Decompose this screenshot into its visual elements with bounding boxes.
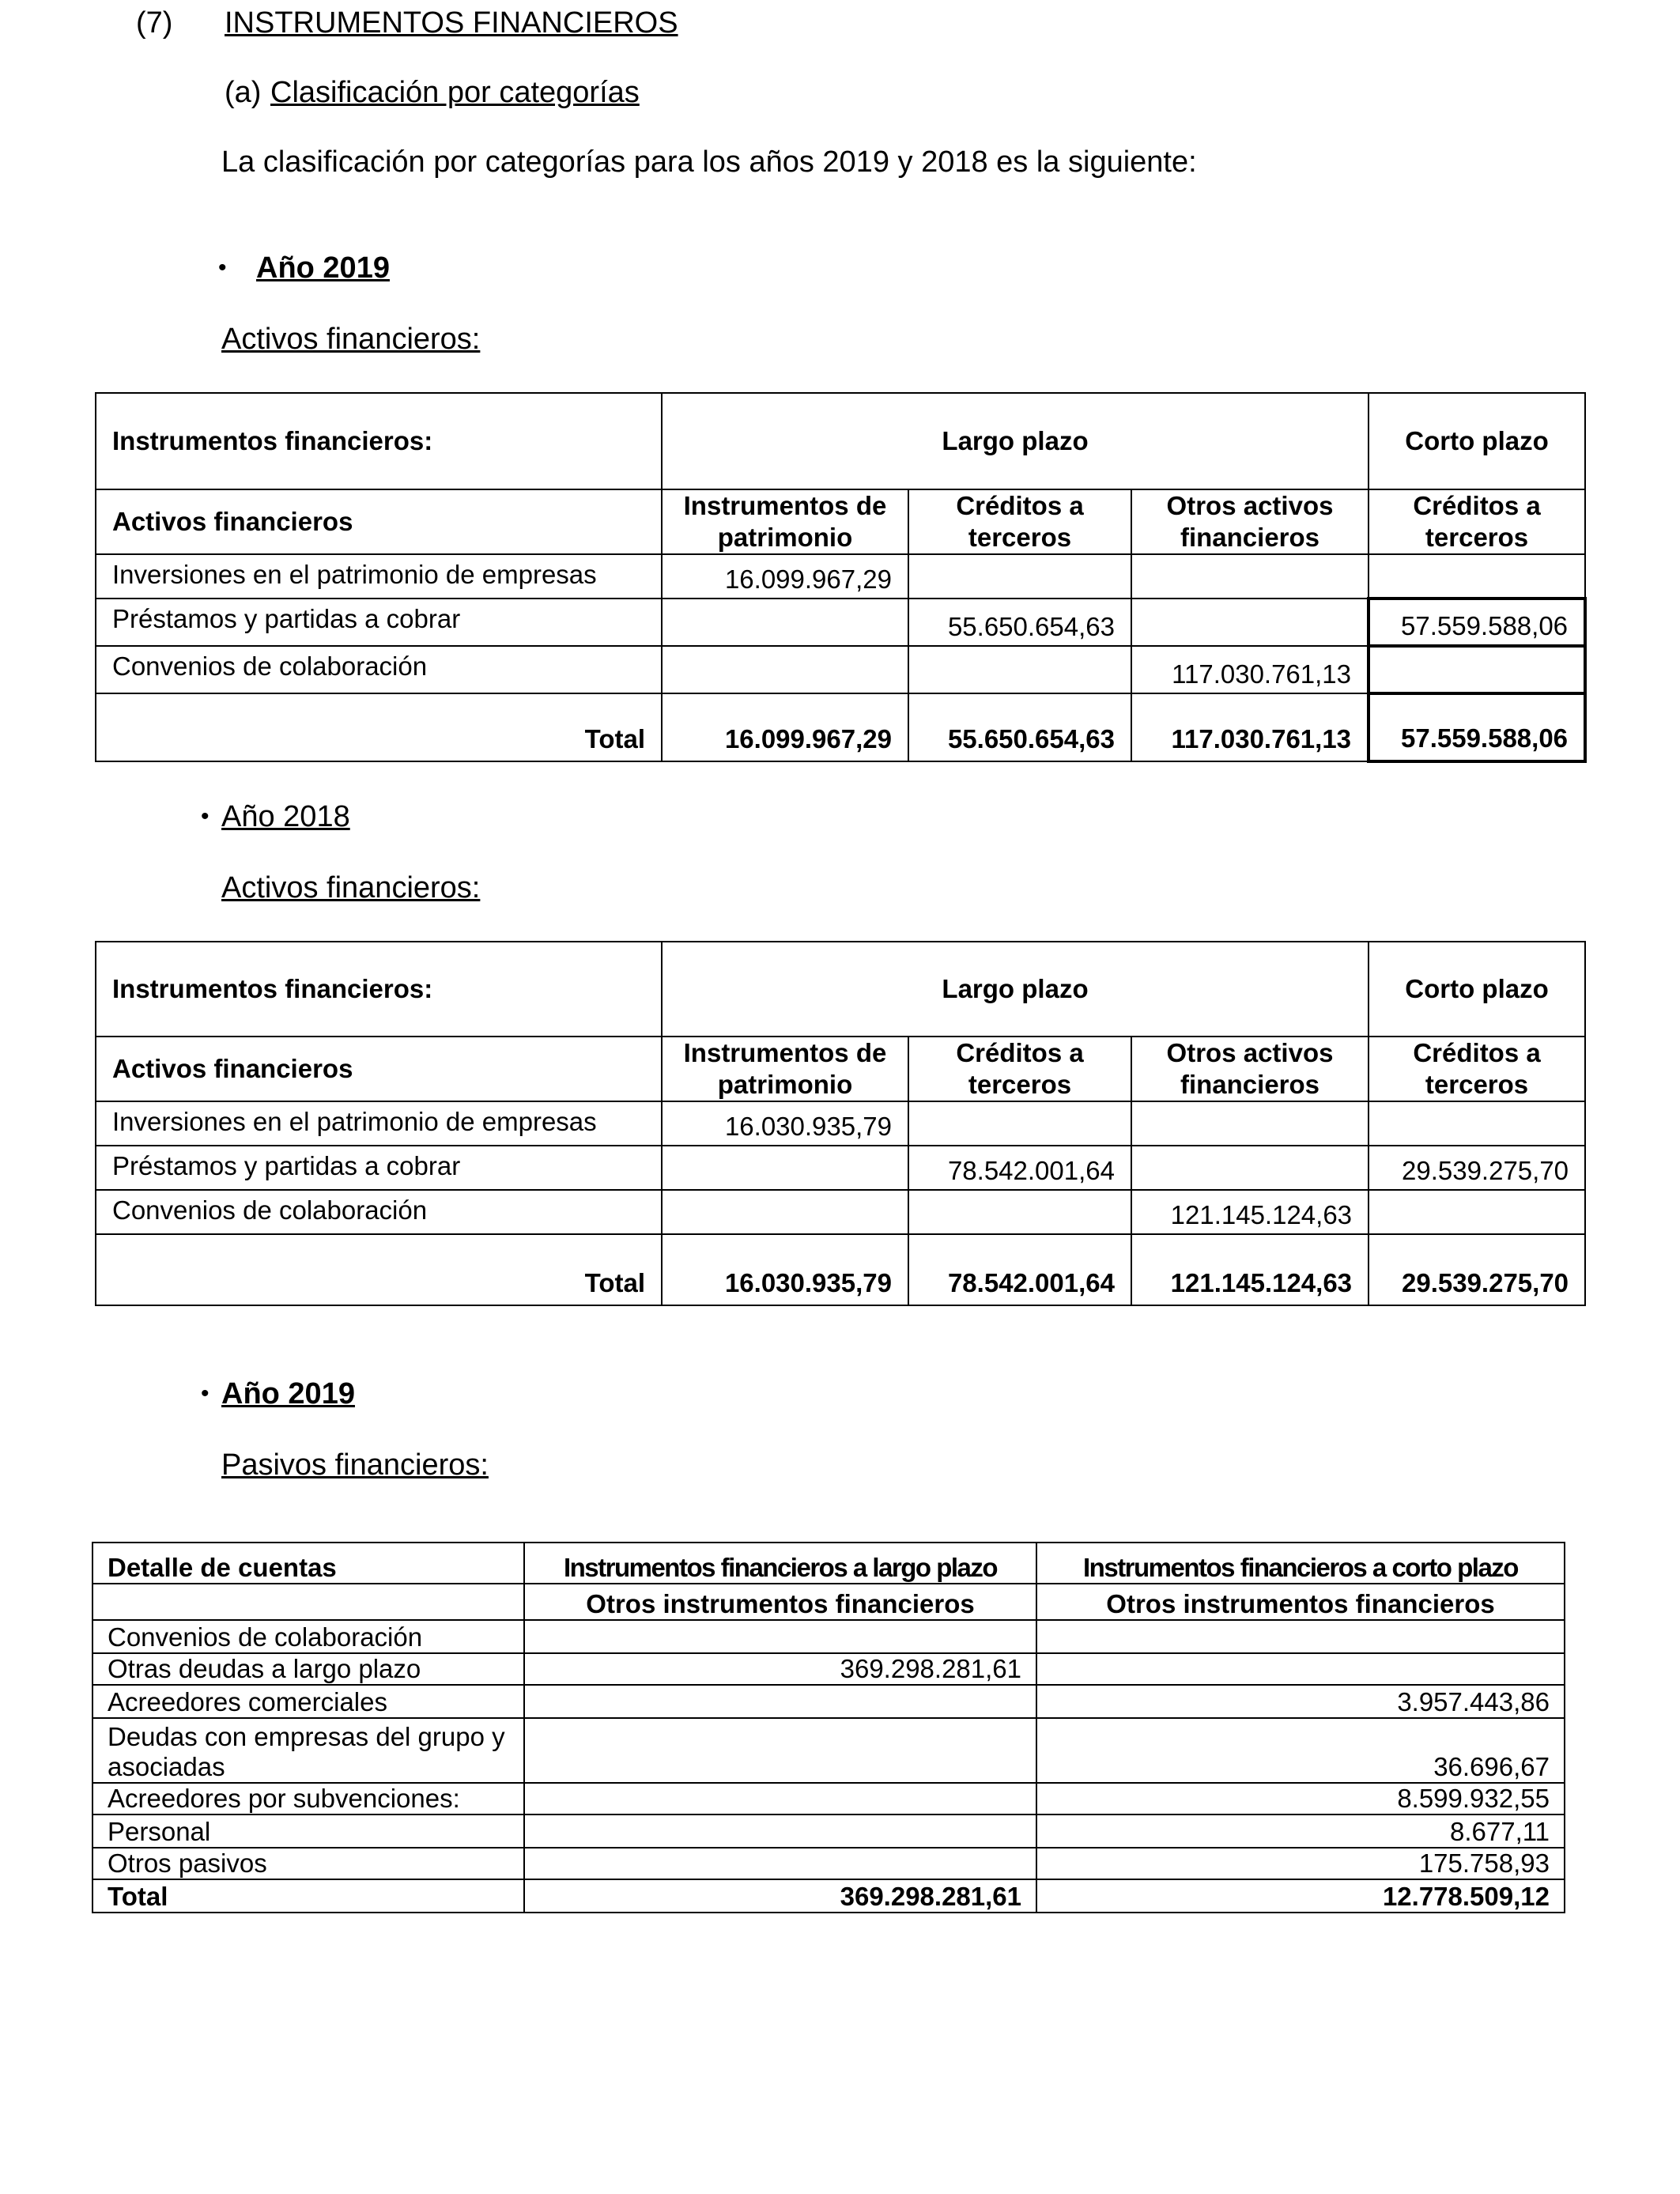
cell-value	[1369, 1101, 1585, 1146]
col-creditos-terceros: Créditos a terceros	[908, 489, 1131, 554]
total-row	[96, 1234, 1585, 1305]
sub-label-assets-2019: Activos financieros:	[221, 323, 481, 356]
cell-value: 29.539.275,70	[1369, 1146, 1585, 1190]
subheader-otros-largo: Otros instrumentos financieros	[524, 1584, 1036, 1620]
row-label: Inversiones en el patrimonio de empresas	[96, 1101, 662, 1146]
assets-2018-table	[95, 941, 1586, 1306]
table-row	[92, 1814, 1565, 1848]
row-label-header: Activos financieros	[96, 489, 662, 554]
total-value: 117.030.761,13	[1131, 693, 1369, 761]
header-corto-plazo: Instrumentos financieros a corto plazo	[1036, 1543, 1565, 1584]
sub-label-liabilities-2019: Pasivos financieros:	[221, 1448, 489, 1482]
bullet-icon: •	[201, 803, 210, 829]
table-row	[96, 646, 1585, 693]
assets-2019-table	[95, 392, 1587, 763]
total-value: 78.542.001,64	[908, 1234, 1131, 1305]
total-value: 369.298.281,61	[524, 1879, 1036, 1913]
table-row	[96, 1101, 1585, 1146]
header-corto-plazo: Corto plazo	[1369, 393, 1585, 489]
total-value: 16.099.967,29	[662, 693, 908, 761]
liabilities-2019-table	[92, 1542, 1565, 1913]
cell-value	[1036, 1620, 1565, 1653]
subheader-otros-corto: Otros instrumentos financieros	[1036, 1584, 1565, 1620]
total-label: Total	[96, 693, 662, 761]
cell-value	[908, 1101, 1131, 1146]
total-label: Total	[92, 1879, 524, 1913]
table-row	[92, 1783, 1565, 1814]
total-value: 12.778.509,12	[1036, 1879, 1565, 1913]
row-label: Convenios de colaboración	[92, 1620, 524, 1653]
cell-value	[1369, 554, 1585, 599]
table-row	[92, 1685, 1565, 1718]
col-otros-activos: Otros activos financieros	[1131, 1037, 1369, 1101]
header-detalle-cuentas: Detalle de cuentas	[92, 1543, 524, 1584]
bullet-icon: •	[218, 255, 227, 281]
cell-value	[1131, 554, 1369, 599]
header-instrumentos: Instrumentos financieros:	[96, 393, 662, 489]
cell-value: 8.677,11	[1036, 1814, 1565, 1848]
col-creditos-terceros-corto: Créditos a terceros	[1369, 489, 1585, 554]
total-value: 121.145.124,63	[1131, 1234, 1369, 1305]
cell-value	[524, 1685, 1036, 1718]
intro-paragraph: La clasificación por categorías para los años 2019 y 2018 es la siguiente:	[221, 145, 1197, 179]
row-label: Préstamos y partidas a cobrar	[96, 1146, 662, 1190]
cell-value: 121.145.124,63	[1131, 1190, 1369, 1234]
cell-value: 3.957.443,86	[1036, 1685, 1565, 1718]
header-largo-plazo: Largo plazo	[662, 393, 1369, 489]
table-row	[96, 554, 1585, 599]
total-value: 29.539.275,70	[1369, 1234, 1585, 1305]
sub-label-assets-2018: Activos financieros:	[221, 871, 481, 904]
total-value: 16.030.935,79	[662, 1234, 908, 1305]
col-instrumentos-patrimonio: Instrumentos de patrimonio	[662, 1037, 908, 1101]
subsection-title: Clasificación por categorías	[270, 76, 640, 109]
row-label: Otros pasivos	[92, 1848, 524, 1879]
row-label: Convenios de colaboración	[96, 1190, 662, 1234]
cell-value	[662, 646, 908, 693]
header-instrumentos: Instrumentos financieros:	[96, 942, 662, 1037]
row-label: Acreedores por subvenciones:	[92, 1783, 524, 1814]
table-row	[92, 1653, 1565, 1685]
cell-value	[524, 1620, 1036, 1653]
cell-value: 175.758,93	[1036, 1848, 1565, 1879]
cell-value: 369.298.281,61	[524, 1653, 1036, 1685]
header-corto-plazo: Corto plazo	[1369, 942, 1585, 1037]
cell-value: 8.599.932,55	[1036, 1783, 1565, 1814]
cell-value	[524, 1783, 1036, 1814]
cell-value	[524, 1718, 1036, 1783]
total-value: 57.559.588,06	[1369, 693, 1585, 761]
cell-value	[1131, 599, 1369, 646]
subsection-letter: (a)	[225, 76, 262, 109]
section-title: INSTRUMENTOS FINANCIEROS	[225, 6, 678, 40]
row-label: Préstamos y partidas a cobrar	[96, 599, 662, 646]
table-row	[92, 1848, 1565, 1879]
year-label-assets-2018: Año 2018	[221, 800, 350, 833]
section-number: (7)	[136, 6, 173, 40]
table-row	[92, 1620, 1565, 1653]
cell-value	[1131, 1101, 1369, 1146]
header-largo-plazo: Largo plazo	[662, 942, 1369, 1037]
col-otros-activos: Otros activos financieros	[1131, 489, 1369, 554]
cell-value	[908, 554, 1131, 599]
table-row	[96, 1190, 1585, 1234]
bullet-icon: •	[201, 1380, 210, 1407]
cell-value	[662, 1190, 908, 1234]
cell-value	[524, 1814, 1036, 1848]
cell-value: 78.542.001,64	[908, 1146, 1131, 1190]
col-creditos-terceros: Créditos a terceros	[908, 1037, 1131, 1101]
total-value: 55.650.654,63	[908, 693, 1131, 761]
col-creditos-terceros-corto: Créditos a terceros	[1369, 1037, 1585, 1101]
cell-value	[908, 646, 1131, 693]
total-label: Total	[96, 1234, 662, 1305]
cell-value: 36.696,67	[1036, 1718, 1565, 1783]
row-label: Acreedores comerciales	[92, 1685, 524, 1718]
cell-value	[1131, 1146, 1369, 1190]
cell-value	[662, 1146, 908, 1190]
row-label: Personal	[92, 1814, 524, 1848]
cell-value: 16.099.967,29	[662, 554, 908, 599]
row-label-header: Activos financieros	[96, 1037, 662, 1101]
header-largo-plazo: Instrumentos financieros a largo plazo	[524, 1543, 1036, 1584]
table-row	[92, 1718, 1565, 1783]
row-label: Deudas con empresas del grupo y asociadas	[92, 1718, 524, 1783]
cell-value	[662, 599, 908, 646]
table-row	[96, 1146, 1585, 1190]
col-instrumentos-patrimonio: Instrumentos de patrimonio	[662, 489, 908, 554]
cell-value: 117.030.761,13	[1131, 646, 1369, 693]
total-row	[96, 693, 1585, 761]
cell-value: 57.559.588,06	[1369, 599, 1585, 646]
row-label: Otras deudas a largo plazo	[92, 1653, 524, 1685]
cell-value	[524, 1848, 1036, 1879]
cell-value	[1369, 1190, 1585, 1234]
cell-value	[908, 1190, 1131, 1234]
year-label-liabilities-2019: Año 2019	[221, 1377, 355, 1410]
table-row	[96, 599, 1585, 646]
cell-value	[1036, 1653, 1565, 1685]
total-row	[92, 1879, 1565, 1913]
cell-value: 55.650.654,63	[908, 599, 1131, 646]
cell-value: 16.030.935,79	[662, 1101, 908, 1146]
row-label: Convenios de colaboración	[96, 646, 662, 693]
year-label-assets-2019: Año 2019	[256, 251, 390, 285]
cell-value	[1369, 646, 1585, 693]
row-label: Inversiones en el patrimonio de empresas	[96, 554, 662, 599]
